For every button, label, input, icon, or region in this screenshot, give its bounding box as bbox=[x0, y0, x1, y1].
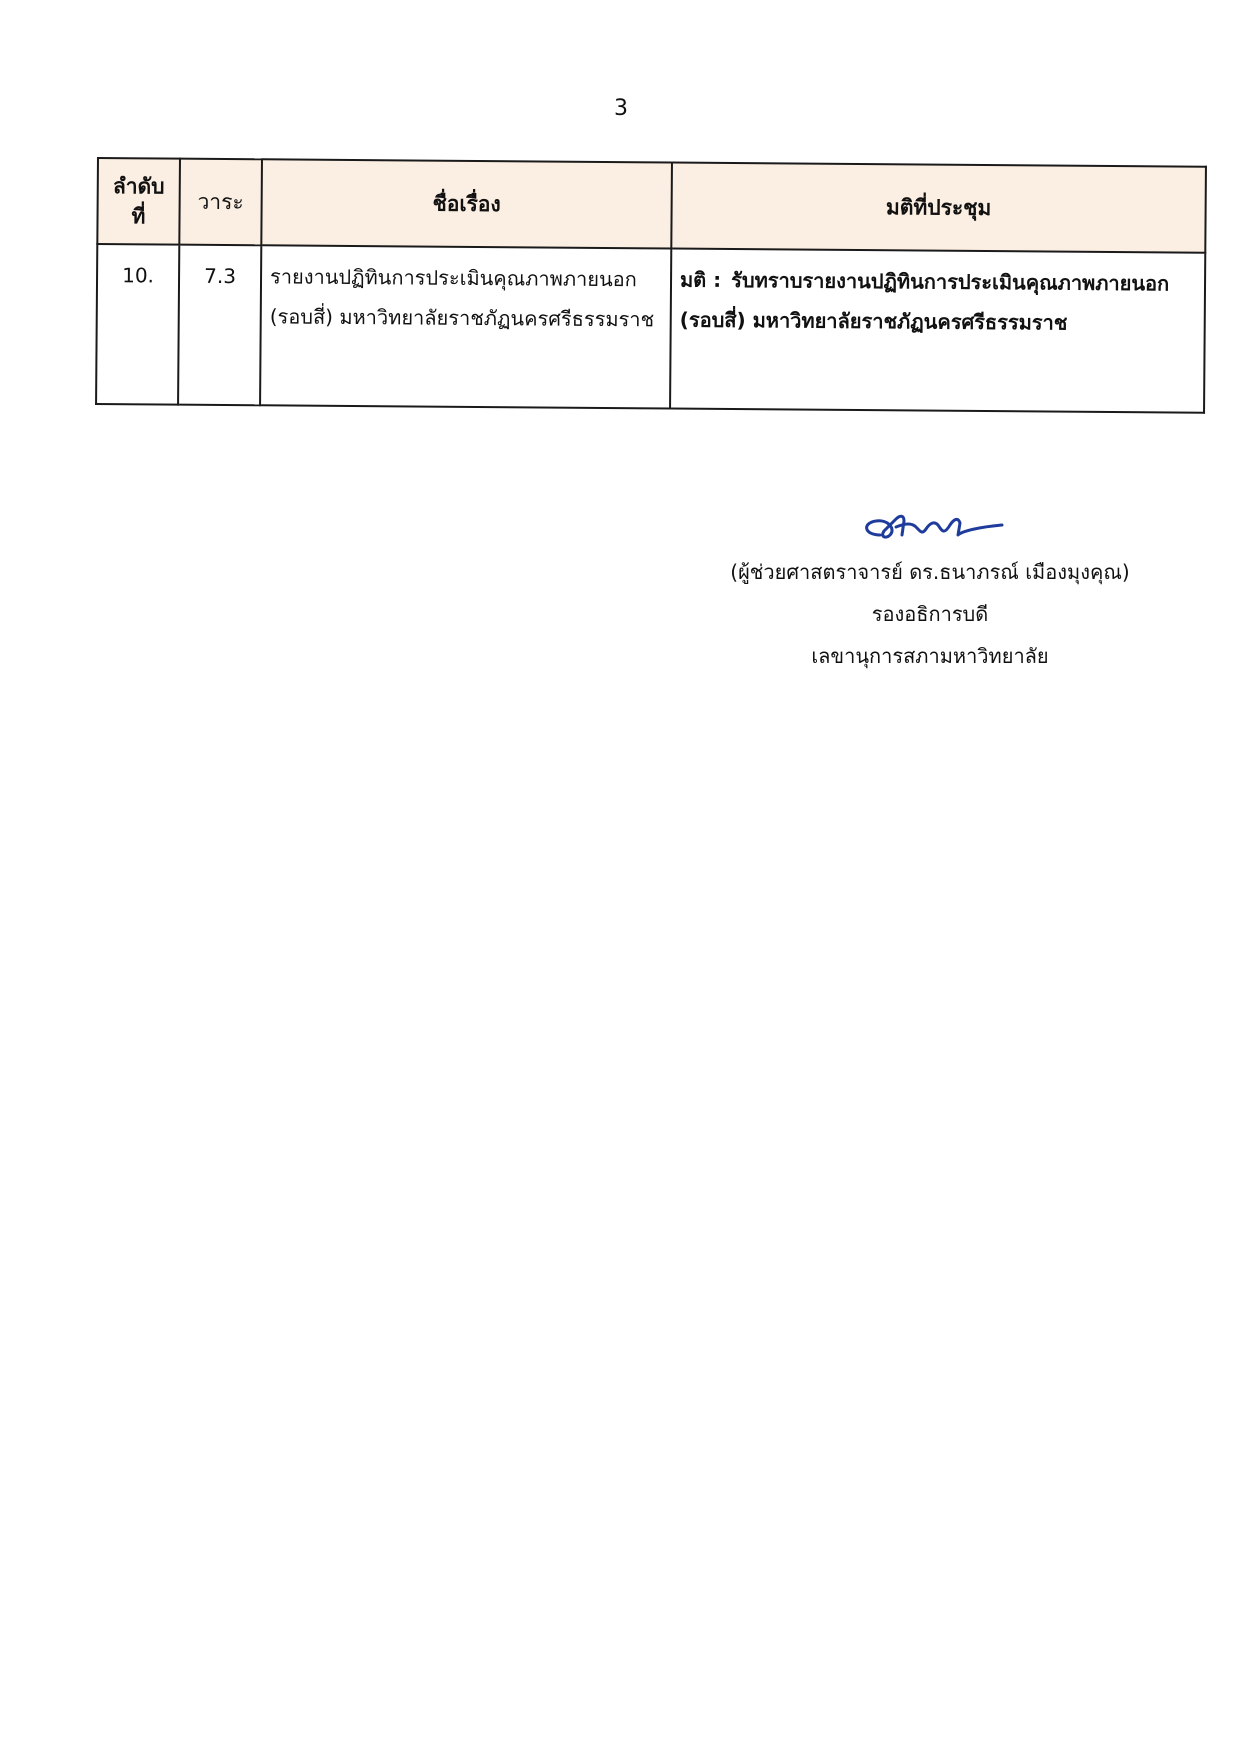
row-resolution bbox=[670, 249, 1205, 413]
resolution-text: รับทราบรายงานปฏิทินการประเมินคุณภาพภายนอก (รอบสี่) มหาวิทยาลัยราชภัฏนครศรีธรรมราช bbox=[679, 267, 1170, 335]
header-order-number bbox=[97, 158, 180, 245]
resolution-label: มติ : bbox=[679, 267, 722, 292]
header-order-number-line2: ที่ bbox=[131, 204, 146, 229]
table-row bbox=[96, 244, 1205, 413]
page-number: 3 bbox=[614, 96, 628, 121]
handwritten-signature bbox=[850, 505, 1010, 551]
signatory-name: (ผู้ช่วยศาสตราจารย์ ดร.ธนาภรณ์ เมืองมุงคุณ) bbox=[730, 560, 1130, 584]
header-order-number-line1: ลำดับ bbox=[112, 174, 165, 199]
row-order-number: 10. bbox=[96, 244, 179, 405]
row-subject: รายงานปฏิทินการประเมินคุณภาพภายนอก (รอบสี่) มหาวิทยาลัยราชภัฏนครศรีธรรมราช bbox=[260, 245, 671, 408]
header-agenda: วาระ bbox=[179, 159, 262, 246]
signatory-role: เลขานุการสภามหาวิทยาลัย bbox=[811, 644, 1049, 668]
signature-block bbox=[700, 505, 1160, 677]
header-subject: ชื่อเรื่อง bbox=[261, 159, 672, 248]
meeting-resolutions-table bbox=[95, 157, 1207, 414]
header-resolution: มติที่ประชุม bbox=[671, 163, 1206, 253]
table-header-row bbox=[97, 158, 1206, 253]
row-agenda: 7.3 bbox=[178, 245, 261, 406]
signatory-position: รองอธิการบดี bbox=[871, 602, 989, 626]
